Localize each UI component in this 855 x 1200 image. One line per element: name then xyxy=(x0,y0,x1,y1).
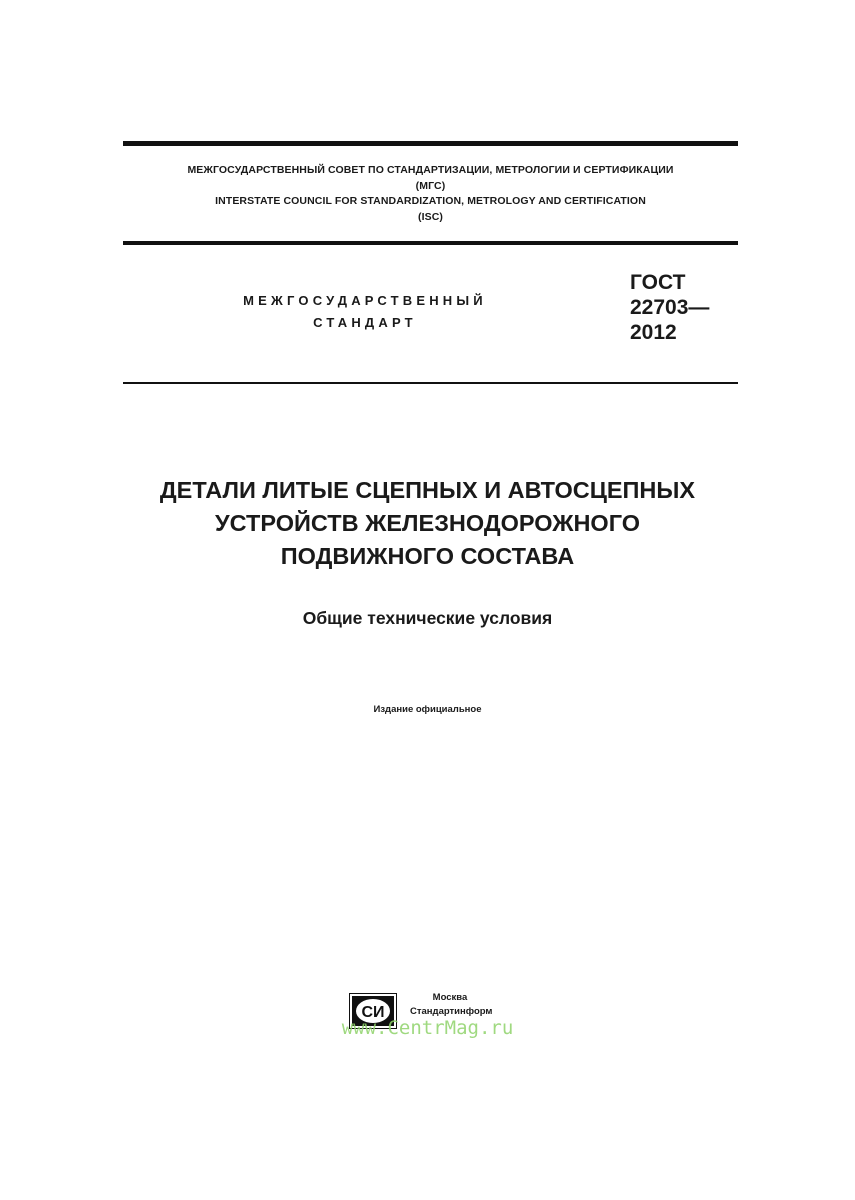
document-subtitle: Общие технические условия xyxy=(302,608,553,628)
gost-year: 2012 xyxy=(630,321,677,344)
standard-type-line2: СТАНДАРТ xyxy=(313,315,417,330)
council-header xyxy=(123,163,738,225)
title-line-1: ДЕТАЛИ ЛИТЫЕ СЦЕПНЫХ И АВТОСЦЕПНЫХ xyxy=(159,477,696,503)
standard-type-line1: МЕЖГОСУДАРСТВЕННЫЙ xyxy=(243,293,487,308)
gost-designation xyxy=(630,270,709,345)
title-line-3: ПОДВИЖНОГО СОСТАВА xyxy=(280,543,575,569)
watermark-text: www.CentrMag.ru xyxy=(341,1017,514,1039)
top-rule xyxy=(123,141,738,146)
edition-note: Издание официальное xyxy=(373,704,482,715)
publisher-city: Москва xyxy=(432,992,468,1003)
document-title xyxy=(100,474,755,573)
council-en-abbr: (ISC) xyxy=(418,210,443,223)
title-line-2: УСТРОЙСТВ ЖЕЛЕЗНОДОРОЖНОГО xyxy=(214,510,640,536)
bottom-rule xyxy=(123,382,738,384)
publisher-block xyxy=(410,991,493,1019)
middle-rule xyxy=(123,241,738,245)
council-en-name: INTERSTATE COUNCIL FOR STANDARDIZATION, METROLOGY AND CERTIFICATION xyxy=(215,195,646,207)
council-ru-name: МЕЖГОСУДАРСТВЕННЫЙ СОВЕТ ПО СТАНДАРТИЗАЦИИ, МЕТРОЛОГИИ И СЕРТИФИКАЦИИ xyxy=(187,164,674,176)
council-ru-abbr: (МГС) xyxy=(415,179,446,192)
gost-prefix: ГОСТ xyxy=(630,271,686,294)
publisher-name: Стандартинформ xyxy=(410,1006,493,1017)
gost-number: 22703— xyxy=(630,296,710,319)
standard-type-label xyxy=(210,290,520,334)
logo-lettering: СИ xyxy=(361,1004,385,1021)
